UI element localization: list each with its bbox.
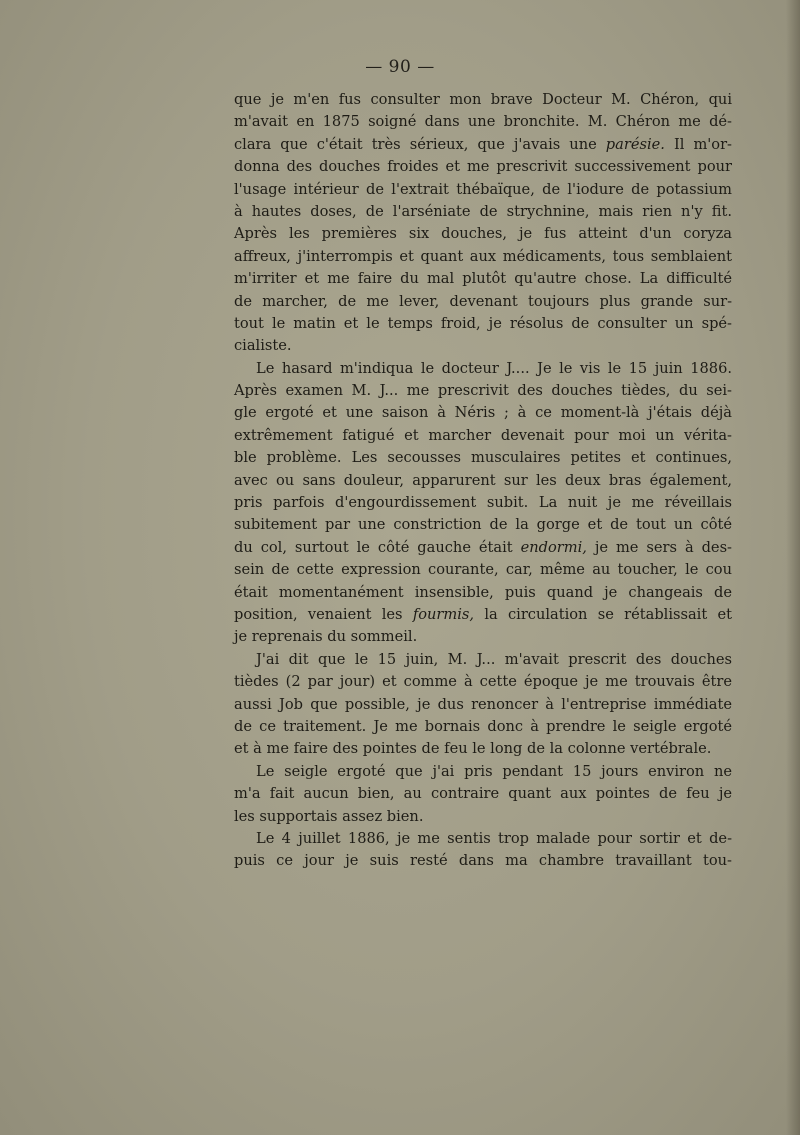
text-line: avec ou sans douleur, apparurent sur les deux bras également, [234,471,732,489]
text-line: et à me faire des pointes de feu le long de la colonne vertébrale. [234,740,712,758]
text-line: tout le matin et le temps froid, je résolus de consulter un spé- [234,314,732,332]
italic-phrase: parésie. [605,135,665,153]
text-line: affreux, j'interrompis et quant aux médicaments, tous semblaient [234,247,732,265]
text-line: Après examen M. J... me prescrivit des douches tièdes, du sei- [234,382,732,400]
italic-phrase: fourmis, [412,605,475,623]
text-line: aussi Job que possible, je dus renoncer à l'entreprise immédiate [234,695,732,713]
text-line: m'avait en 1875 soigné dans une bronchite. M. Chéron me dé- [234,113,732,131]
text-line: donna des douches froides et me prescrivit successivement pour [234,158,732,176]
text-line: était momentanément insensible, puis quand je changeais de [234,583,732,601]
text-line: gle ergoté et une saison à Néris ; à ce moment-là j'étais déjà [234,404,732,422]
text-line: à hautes doses, de l'arséniate de strychnine, mais rien n'y fit. [234,202,732,220]
page-edge-shadow [786,0,800,1135]
text-line: Le 4 juillet 1886, je me sentis trop malade pour sortir et de- [256,829,732,847]
text-line: que je m'en fus consulter mon brave Docteur M. Chéron, qui [234,91,732,108]
text-line: Le hasard m'indiqua le docteur J.... Je le vis le 15 juin 1886. [256,359,732,377]
text-line: pris parfois d'engourdissement subit. La nuit je me réveillais [234,494,732,512]
text-line: je reprenais du sommeil. [234,628,418,646]
text-line: clara que c'était très sérieux, que j'avais une parésie. Il m'or- [234,135,732,153]
text-line: du col, surtout le côté gauche était endormi, je me sers à des- [234,538,732,556]
text-line: m'a fait aucun bien, au contraire quant aux pointes de feu je [234,785,732,803]
text-line: puis ce jour je suis resté dans ma chambre travaillant tou- [234,852,732,870]
text-line: tièdes (2 par jour) et comme à cette époque je me trouvais être [234,673,732,691]
text-line: les supportais assez bien. [234,807,424,825]
text-line: Après les premières six douches, je fus atteint d'un coryza [234,225,732,243]
text-line: sein de cette expression courante, car, même au toucher, le cou [234,561,732,579]
text-line: position, venaient les fourmis, la circulation se rétablissait et [234,605,732,623]
text-line: ble problème. Les secousses musculaires petites et continues, [234,449,732,467]
text-line: J'ai dit que le 15 juin, M. J... m'avait prescrit des douches [256,650,732,668]
body-text [234,89,732,873]
page-number: — 90 — [365,57,435,77]
text-line: cialiste. [234,337,292,355]
text-line: Le seigle ergoté que j'ai pris pendant 15 jours environ ne [256,762,732,780]
text-line: de marcher, de me lever, devenant toujours plus grande sur- [234,292,732,310]
italic-phrase: endormi, [520,538,587,556]
text-line: m'irriter et me faire du mal plutôt qu'autre chose. La difficulté [234,270,732,288]
text-line: l'usage intérieur de l'extrait thébaïque, de l'iodure de potassium [234,180,732,198]
text-line: subitement par une constriction de la gorge et de tout un côté [234,516,732,534]
text-line: extrêmement fatigué et marcher devenait pour moi un vérita- [234,426,732,444]
text-line: de ce traitement. Je me bornais donc à prendre le seigle ergoté [234,717,732,735]
